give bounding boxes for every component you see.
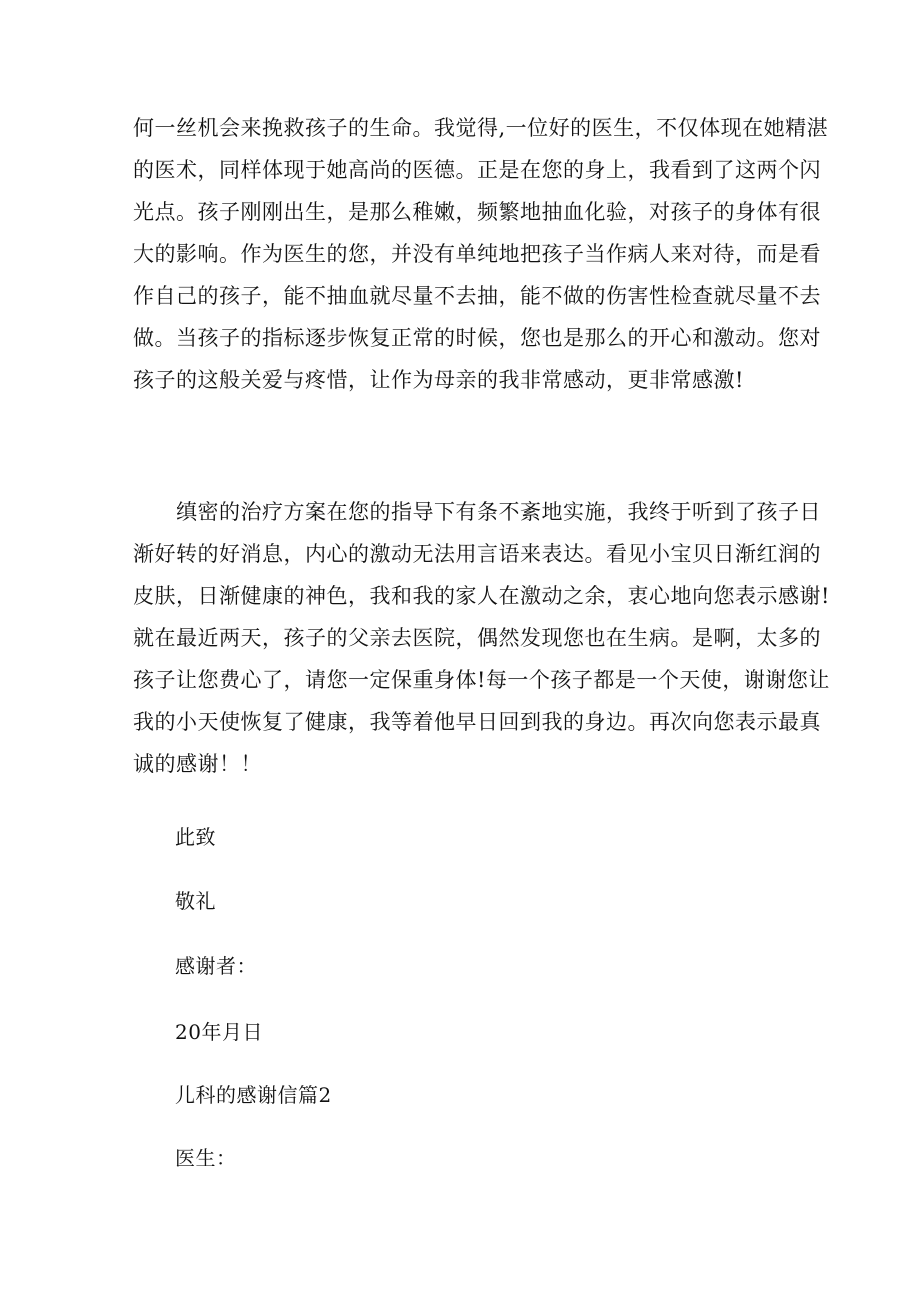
paragraph-line: 孩子的这般关爱与疼惜，让作为母亲的我非常感动，更非常感激!	[133, 368, 744, 392]
paragraph-line: 就在最近两天，孩子的父亲去医院，偶然发现您也在生病。是啊，太多的	[133, 626, 821, 650]
paragraph-line: 做。当孩子的指标逐步恢复正常的时候，您也是那么的开心和激动。您对	[133, 326, 821, 350]
paragraph-line: 何一丝机会来挽救孩子的生命。我觉得,一位好的医生，不仅体现在她精湛	[133, 116, 829, 140]
paragraph-line: 作自己的孩子，能不抽血就尽量不去抽，能不做的伤害性检查就尽量不去	[133, 284, 821, 308]
body-paragraph-2	[133, 491, 830, 785]
paragraph-line: 诚的感谢！！	[133, 752, 262, 776]
paragraph-line: 的医术，同样体现于她高尚的医德。正是在您的身上，我看到了这两个闪	[133, 158, 821, 182]
paragraph-line: 大的影响。作为医生的您，并没有单纯地把孩子当作病人来对待，而是看	[133, 242, 821, 266]
closing-salutation: 此致	[175, 825, 216, 849]
closing-respect: 敬礼	[175, 889, 216, 913]
section-title: 儿科的感谢信篇2	[175, 1083, 332, 1107]
addressee: 医生：	[175, 1146, 237, 1170]
letter-date: 20年月日	[175, 1020, 263, 1044]
paragraph-line: 渐好转的好消息，内心的激动无法用言语来表达。看见小宝贝日渐红润的	[133, 542, 821, 566]
paragraph-line: 缜密的治疗方案在您的指导下有条不紊地实施，我终于听到了孩子日	[133, 500, 821, 524]
paragraph-line: 光点。孩子刚刚出生，是那么稚嫩，频繁地抽血化验，对孩子的身体有很	[133, 200, 821, 224]
paragraph-line: 孩子让您费心了，请您一定保重身体!每一个孩子都是一个天使，谢谢您让	[133, 668, 830, 692]
signer-label: 感谢者：	[175, 954, 257, 978]
paragraph-line: 皮肤，日渐健康的神色，我和我的家人在激动之余，衷心地向您表示感谢!	[133, 584, 830, 608]
body-paragraph-1	[133, 107, 829, 401]
paragraph-line: 我的小天使恢复了健康，我等着他早日回到我的身边。再次向您表示最真	[133, 710, 821, 734]
